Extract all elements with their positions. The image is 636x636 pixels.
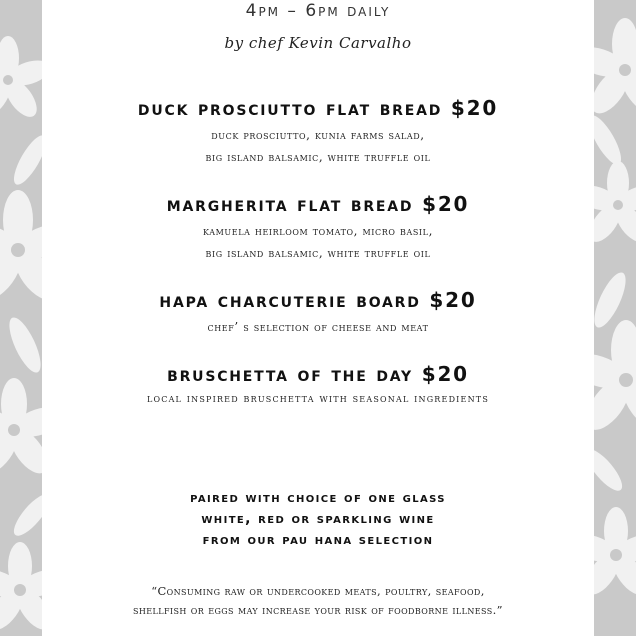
menu-item xyxy=(42,362,594,410)
description-line: chef’ s selection of cheese and meat xyxy=(207,320,429,334)
description-line: big island balsamic, white truffle oil xyxy=(205,246,431,260)
description-line: duck prosciutto, kunia farms salad, xyxy=(211,128,425,142)
menu-item-title: duck prosciutto flat bread $20 xyxy=(137,96,499,120)
menu-item xyxy=(42,96,594,168)
menu-item-description xyxy=(42,124,594,168)
health-advisory xyxy=(42,582,594,620)
advisory-line: “Consuming raw or undercooked meats, poultry, seafood, xyxy=(151,584,485,598)
pairing-line: from our pau hana selection xyxy=(202,532,434,548)
description-line: kamuela heirloom tomato, micro basil, xyxy=(203,224,433,238)
chef-credit: by chef Kevin Carvalho xyxy=(224,34,412,52)
menu-item-description xyxy=(42,388,594,410)
menu-item-title: hapa charcuterie board $20 xyxy=(159,288,477,312)
advisory-line: shellfish or eggs may increase your risk of foodborne illness.” xyxy=(133,603,503,617)
wine-pairing-note xyxy=(42,488,594,551)
pairing-line: white, red or sparkling wine xyxy=(201,511,435,527)
pairing-line: paired with choice of one glass xyxy=(190,490,446,506)
description-line: big island balsamic, white truffle oil xyxy=(205,150,431,164)
menu-item xyxy=(42,288,594,338)
menu-item-title: margherita flat bread $20 xyxy=(166,192,470,216)
menu-item-title: bruschetta of the day $20 xyxy=(167,362,469,386)
menu-item xyxy=(42,192,594,264)
description-line: local inspired bruschetta with seasonal ingredients xyxy=(146,392,489,405)
menu-item-description xyxy=(42,220,594,264)
happy-hour-times: 4pm – 6pm daily xyxy=(245,1,391,21)
menu-item-description xyxy=(42,316,594,338)
menu-card xyxy=(42,0,594,636)
